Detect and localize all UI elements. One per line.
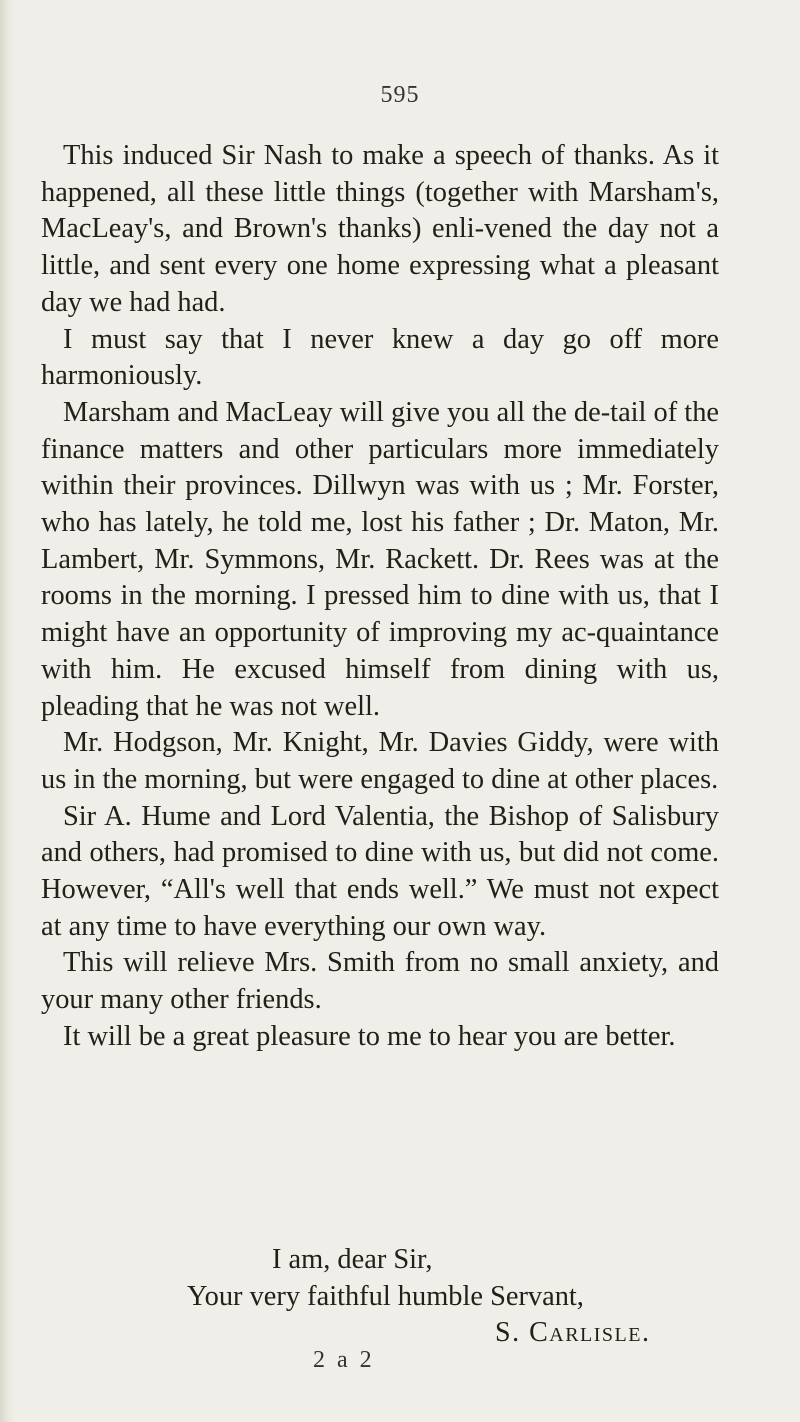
paragraph-harmonious-day: I must say that I never knew a day go off more harmoniously. — [41, 323, 719, 392]
paragraph-wishes: It will be a great pleasure to me to hear you are better. — [63, 1020, 676, 1052]
page-gutter-shadow — [0, 0, 14, 1422]
paragraph-absentees: Sir A. Hume and Lord Valentia, the Bishop of Salisbury and others, had promised to dine with us, but did not come. However, “All's well that ends well.” We must not expect at any time to have everything our own way. — [41, 800, 719, 942]
paragraph-relief: This will relieve Mrs. Smith from no small anxiety, and your many other friends. — [41, 947, 719, 1016]
paragraph-morning-visitors: Mr. Hodgson, Mr. Knight, Mr. Davies Giddy, were with us in the morning, but were engaged to dine at other places. — [41, 727, 719, 795]
paragraph-attendees: Marsham and MacLeay will give you all the de-tail of the finance matters and other particulars more immediately within their provinces. Dillwyn was with us ; Mr. Forster, who has lately, he told me, lost his father ; Dr. Maton, Mr. Lambert, Mr. Symmons, Mr. Rackett. Dr. Rees was at the rooms in the morning. I pressed him to dine with us, that I might have an opportunity of improving my ac-quaintance with him. He excused himself from dining with us, pleading that he was not well. — [41, 396, 719, 722]
letter-body — [41, 138, 719, 1056]
closing-salutation: I am, dear Sir, — [272, 1244, 433, 1275]
page-number: 595 — [380, 82, 420, 108]
closing-valediction: Your very faithful humble Servant, — [187, 1281, 584, 1312]
paragraph-speech-of-thanks: This induced Sir Nash to make a speech of thanks. As it happened, all these little things (together with Marsham's, MacLeay's, and Brown's thanks) enli-vened the day not a little, and sent every one home expressing what a pleasant day we had had. — [41, 140, 719, 318]
signature: S. Carlisle. — [495, 1317, 651, 1348]
printer-signature-mark: 2 a 2 — [313, 1347, 375, 1373]
